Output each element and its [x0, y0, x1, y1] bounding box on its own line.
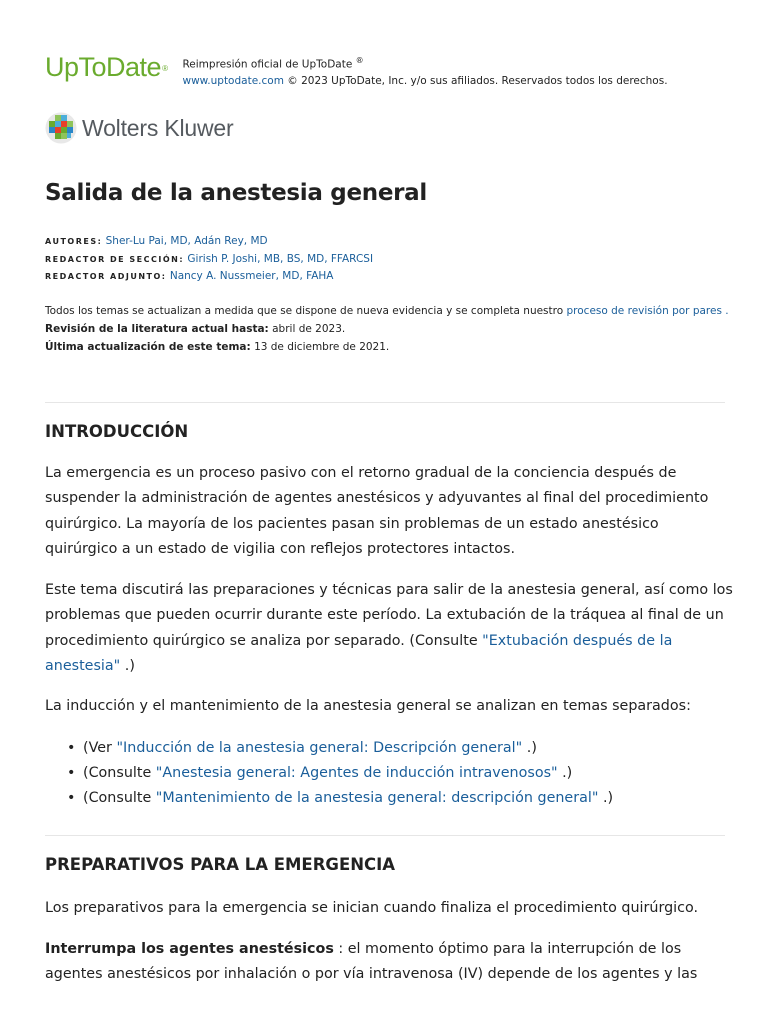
article-title: Salida de la anestesia general	[45, 180, 427, 206]
reprint-header	[45, 52, 735, 89]
credit-section-editor	[45, 251, 373, 269]
uptodate-logo-reg: ®	[162, 64, 168, 73]
uptodate-logo[interactable]	[45, 52, 167, 82]
prep-paragraph-1: Los preparativos para la emergencia se inician cuando finaliza el procedimiento quirúrgico.	[45, 900, 699, 916]
reprint-title: Reimpresión oficial de UpToDate	[182, 58, 353, 71]
prep-paragraph-2	[45, 937, 735, 988]
induction-overview-link[interactable]: "Inducción de la anestesia general: Descripción general"	[116, 740, 523, 756]
credit-deputy-editor	[45, 268, 373, 286]
last-updated-label: Última actualización de este tema:	[45, 341, 251, 353]
list-item	[45, 761, 735, 786]
update-notice	[45, 302, 735, 356]
related-topics-list	[45, 736, 735, 811]
article-credits	[45, 233, 373, 286]
last-updated	[45, 338, 735, 356]
credit-authors	[45, 233, 373, 251]
literature-review-value: abril de 2023.	[272, 323, 346, 335]
list-item-prefix: (Consulte	[83, 790, 156, 806]
wolters-kluwer-logo[interactable]	[45, 112, 233, 144]
copyright-text: © 2023 UpToDate, Inc. y/o sus afiliados. Reservados todos los derechos.	[287, 74, 668, 87]
list-item-prefix: (Consulte	[83, 765, 156, 781]
prep-paragraph-2-text: : el momento óptimo para la interrupción de los agentes anestésicos por inhalación o por vía intravenosa (IV) depende de los agentes y las	[45, 941, 698, 983]
list-item-prefix: (Ver	[83, 740, 117, 756]
list-item-suffix: .)	[598, 790, 614, 806]
prep-paragraph-2-bold: Interrumpa los agentes anestésicos	[45, 941, 334, 957]
deputy-editor-link[interactable]: Nancy A. Nussmeier, MD, FAHA	[169, 270, 334, 282]
peer-review-link[interactable]: proceso de revisión por pares .	[566, 305, 729, 317]
intro-heading: INTRODUCCIÓN	[45, 422, 189, 441]
section-divider	[45, 402, 725, 403]
reprint-reg: ®	[355, 56, 364, 65]
last-updated-value: 13 de diciembre de 2021.	[254, 341, 390, 353]
section-divider	[45, 835, 725, 836]
intro-paragraph-2-text: Este tema discutirá las preparaciones y técnicas para salir de la anestesia general, así como los problemas que pueden ocurrir durante este período. La extubación de la tráquea al final de un procedimiento quirúrgico se analiza por separado. (Consulte	[45, 582, 733, 649]
reprint-notice	[182, 52, 667, 89]
literature-review	[45, 320, 735, 338]
intro-paragraph-2-end: .)	[120, 657, 135, 674]
list-item	[45, 736, 735, 761]
iv-induction-agents-link[interactable]: "Anestesia general: Agentes de inducción intravenosos"	[155, 765, 558, 781]
literature-review-label: Revisión de la literatura actual hasta:	[45, 323, 269, 335]
wolters-kluwer-mosaic-icon	[45, 112, 77, 144]
notice-text: Todos los temas se actualizan a medida que se dispone de nueva evidencia y se completa nuestro	[45, 305, 564, 317]
list-item	[45, 786, 735, 811]
extubation-link[interactable]: "Extubación después de la anestesia"	[45, 632, 673, 674]
intro-paragraph-2	[45, 578, 735, 679]
uptodate-logo-text: UpToDate	[45, 52, 162, 82]
intro-paragraph-3: La inducción y el mantenimiento de la anestesia general se analizan en temas separados:	[45, 698, 691, 714]
section-editor-link[interactable]: Girish P. Joshi, MB, BS, MD, FFARCSI	[187, 252, 374, 265]
wolters-kluwer-name: Wolters Kluwer	[82, 114, 234, 141]
intro-paragraph-1: La emergencia es un proceso pasivo con el retorno gradual de la conciencia después de suspender la administración de agentes anestésicos y adyuvantes al final del procedimiento quirúrgico. La mayoría de los pacientes pasan sin problemas de un estado anestésico quirúrgico a un estado de vigilia con reflejos protectores intactos.	[45, 465, 709, 557]
credit-label: AUTORES:	[45, 237, 103, 246]
authors-link[interactable]: Sher-Lu Pai, MD, Adán Rey, MD	[105, 235, 268, 247]
credit-label: REDACTOR DE SECCIÓN:	[45, 254, 185, 264]
maintenance-overview-link[interactable]: "Mantenimiento de la anestesia general: descripción general"	[155, 790, 599, 806]
list-item-suffix: .)	[557, 765, 573, 781]
list-item-suffix: .)	[522, 740, 537, 756]
uptodate-site-link[interactable]: www.uptodate.com	[182, 74, 284, 87]
credit-label: REDACTOR ADJUNTO:	[45, 272, 167, 281]
prep-heading: PREPARATIVOS PARA LA EMERGENCIA	[45, 855, 396, 874]
